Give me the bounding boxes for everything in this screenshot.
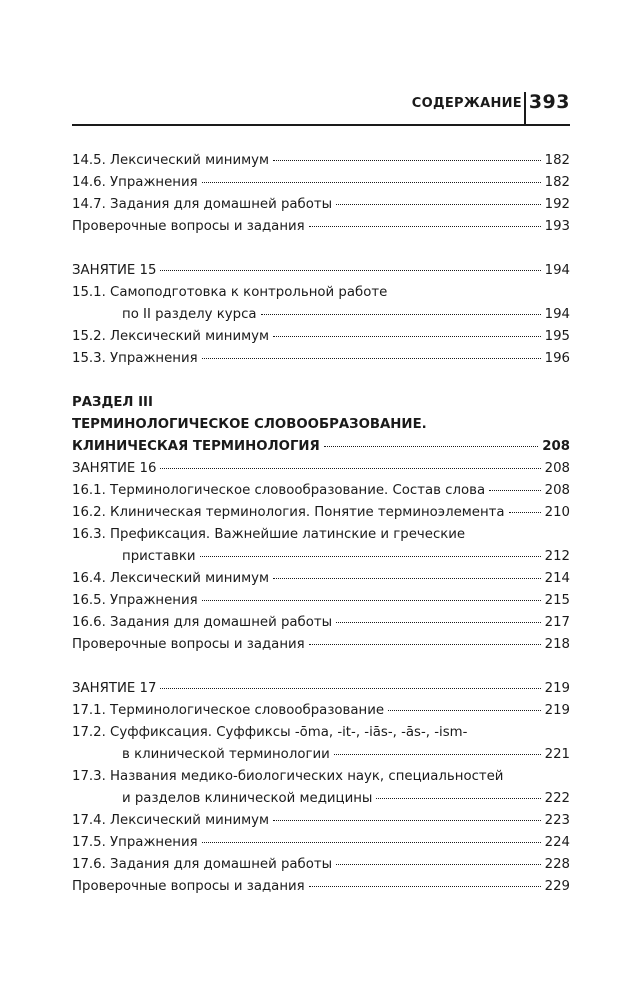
toc-leader-dots bbox=[509, 512, 541, 513]
toc-leader-dots bbox=[202, 182, 541, 183]
toc-entry-title: Проверочные вопросы и задания bbox=[72, 219, 305, 234]
toc-leader-dots bbox=[160, 270, 540, 271]
toc-entry-page: 217 bbox=[544, 615, 570, 630]
toc-leader-dots bbox=[273, 336, 541, 337]
page-number: 393 bbox=[528, 91, 570, 113]
toc-leader-dots bbox=[273, 578, 541, 579]
toc-entry bbox=[72, 172, 570, 194]
toc-entry-title: по II разделу курса bbox=[122, 307, 257, 322]
spacer bbox=[72, 238, 570, 260]
toc-entry-page: 221 bbox=[544, 747, 570, 762]
toc-lesson-heading bbox=[72, 260, 570, 282]
toc-entry bbox=[72, 590, 570, 612]
toc-entry-title: и разделов клинической медицины bbox=[122, 791, 373, 806]
table-of-contents bbox=[72, 150, 570, 898]
toc-entry-page: 223 bbox=[544, 813, 570, 828]
toc-entry-title: 15.2. Лексический минимум bbox=[72, 329, 270, 344]
toc-entry-title: 16.5. Упражнения bbox=[72, 593, 198, 608]
toc-leader-dots bbox=[336, 864, 540, 865]
toc-entry-page: 222 bbox=[544, 791, 570, 806]
toc-entry bbox=[72, 612, 570, 634]
toc-entry-page: 182 bbox=[544, 153, 570, 168]
toc-lesson-heading bbox=[72, 458, 570, 480]
toc-entry bbox=[72, 150, 570, 172]
toc-entry-title: 17.5. Упражнения bbox=[72, 835, 198, 850]
toc-entry-page: 194 bbox=[544, 263, 570, 278]
toc-leader-dots bbox=[273, 160, 541, 161]
toc-entry-title: 16.4. Лексический минимум bbox=[72, 571, 270, 586]
toc-entry bbox=[72, 304, 570, 326]
toc-entry-title: 16.2. Клиническая терминология. Понятие терминоэлемента bbox=[72, 505, 505, 520]
toc-entry bbox=[72, 502, 570, 524]
toc-entry-page: 194 bbox=[544, 307, 570, 322]
toc-entry-page: 208 bbox=[544, 461, 570, 476]
toc-leader-dots bbox=[261, 314, 541, 315]
toc-entry-title: КЛИНИЧЕСКАЯ ТЕРМИНОЛОГИЯ bbox=[72, 439, 320, 454]
toc-entry-page: 196 bbox=[544, 351, 570, 366]
toc-entry-page: 208 bbox=[542, 439, 570, 454]
toc-leader-dots bbox=[160, 468, 540, 469]
toc-entry-page: 193 bbox=[544, 219, 570, 234]
toc-entry-title: 14.5. Лексический минимум bbox=[72, 153, 270, 168]
toc-leader-dots bbox=[202, 600, 541, 601]
toc-entry bbox=[72, 546, 570, 568]
toc-entry-line1: 16.3. Префиксация. Важнейшие латинские и греческие bbox=[72, 527, 466, 542]
toc-entry-title: 14.6. Упражнения bbox=[72, 175, 198, 190]
toc-leader-dots bbox=[489, 490, 541, 491]
spacer bbox=[72, 370, 570, 392]
toc-entry bbox=[72, 194, 570, 216]
toc-entry-title: 14.7. Задания для домашней работы bbox=[72, 197, 333, 212]
toc-entry-title: 17.1. Терминологическое словообразование bbox=[72, 703, 385, 718]
spacer bbox=[72, 656, 570, 678]
toc-leader-dots bbox=[334, 754, 541, 755]
toc-entry bbox=[72, 854, 570, 876]
toc-entry-page: 228 bbox=[544, 857, 570, 872]
toc-leader-dots bbox=[309, 226, 541, 227]
toc-entry-line1: 17.3. Названия медико-биологических наук, специальностей bbox=[72, 769, 504, 784]
toc-entry bbox=[72, 480, 570, 502]
toc-leader-dots bbox=[376, 798, 540, 799]
toc-entry-title: 15.3. Упражнения bbox=[72, 351, 198, 366]
toc-entry-page: 195 bbox=[544, 329, 570, 344]
toc-entry-title: Проверочные вопросы и задания bbox=[72, 879, 305, 894]
toc-leader-dots bbox=[336, 622, 540, 623]
toc-entry-title: ЗАНЯТИЕ 16 bbox=[72, 461, 157, 476]
toc-entry-title: Проверочные вопросы и задания bbox=[72, 637, 305, 652]
toc-entry-title: в клинической терминологии bbox=[122, 747, 330, 762]
toc-lesson-heading bbox=[72, 678, 570, 700]
section-label: РАЗДЕЛ III bbox=[72, 395, 153, 410]
toc-leader-dots bbox=[309, 644, 541, 645]
toc-entry-page: 192 bbox=[544, 197, 570, 212]
toc-entry-page: 224 bbox=[544, 835, 570, 850]
toc-entry-page: 182 bbox=[544, 175, 570, 190]
toc-entry-title: 17.6. Задания для домашней работы bbox=[72, 857, 333, 872]
toc-entry-page: 210 bbox=[544, 505, 570, 520]
toc-entry-page: 215 bbox=[544, 593, 570, 608]
toc-entry-title: приставки bbox=[122, 549, 196, 564]
toc-entry-page: 219 bbox=[544, 703, 570, 718]
toc-entry-page: 219 bbox=[544, 681, 570, 696]
toc-leader-dots bbox=[336, 204, 540, 205]
toc-leader-dots bbox=[202, 842, 541, 843]
toc-leader-dots bbox=[202, 358, 541, 359]
toc-leader-dots bbox=[388, 710, 541, 711]
toc-entry bbox=[72, 568, 570, 590]
toc-entry bbox=[72, 744, 570, 766]
toc-entry bbox=[72, 326, 570, 348]
toc-leader-dots bbox=[200, 556, 541, 557]
toc-entry-title: 16.6. Задания для домашней работы bbox=[72, 615, 333, 630]
toc-entry bbox=[72, 634, 570, 656]
toc-entry-title: 17.4. Лексический минимум bbox=[72, 813, 270, 828]
toc-entry bbox=[72, 436, 570, 458]
toc-entry-line1: 17.2. Суффиксация. Суффиксы -ōma, -it-, -iās-, -ās-, -ism- bbox=[72, 725, 468, 740]
toc-leader-dots bbox=[160, 688, 540, 689]
toc-leader-dots bbox=[309, 886, 541, 887]
toc-entry bbox=[72, 876, 570, 898]
header-title: СОДЕРЖАНИЕ bbox=[411, 96, 522, 111]
toc-entry-page: 212 bbox=[544, 549, 570, 564]
toc-leader-dots bbox=[324, 446, 538, 447]
toc-entry bbox=[72, 832, 570, 854]
toc-entry bbox=[72, 700, 570, 722]
running-header bbox=[72, 86, 570, 126]
toc-entry-page: 218 bbox=[544, 637, 570, 652]
toc-entry-title: ЗАНЯТИЕ 17 bbox=[72, 681, 157, 696]
toc-entry-title: ЗАНЯТИЕ 15 bbox=[72, 263, 157, 278]
section-title-line: ТЕРМИНОЛОГИЧЕСКОЕ СЛОВООБРАЗОВАНИЕ. bbox=[72, 417, 427, 432]
toc-entry bbox=[72, 788, 570, 810]
header-separator bbox=[524, 92, 526, 126]
header-rule bbox=[72, 124, 570, 126]
toc-entry bbox=[72, 216, 570, 238]
toc-entry-page: 208 bbox=[544, 483, 570, 498]
toc-entry bbox=[72, 810, 570, 832]
toc-leader-dots bbox=[273, 820, 541, 821]
toc-entry-line1: 15.1. Самоподготовка к контрольной работе bbox=[72, 285, 388, 300]
toc-entry-title: 16.1. Терминологическое словообразование. Состав слова bbox=[72, 483, 486, 498]
toc-section-heading bbox=[72, 392, 570, 458]
toc-entry-page: 214 bbox=[544, 571, 570, 586]
toc-entry-page: 229 bbox=[544, 879, 570, 894]
toc-entry bbox=[72, 348, 570, 370]
